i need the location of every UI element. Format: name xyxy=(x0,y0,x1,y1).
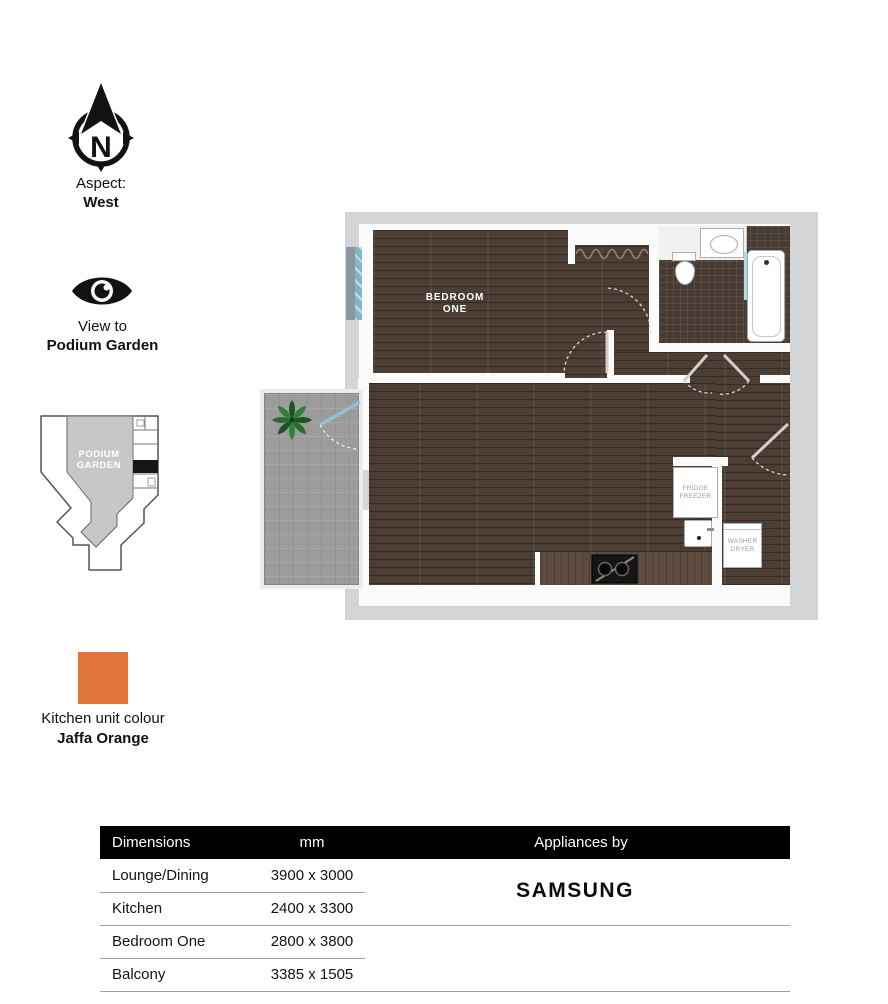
swatch-value: Jaffa Orange xyxy=(57,730,149,747)
plant-icon xyxy=(270,398,314,442)
washer-label: WASHER DRYER xyxy=(727,538,758,553)
garden-label-line1: PODIUM xyxy=(78,449,120,460)
swatch-label: Kitchen unit colour xyxy=(41,710,165,727)
table-row xyxy=(100,925,790,958)
wall xyxy=(568,224,575,264)
fridge-freezer xyxy=(673,467,718,518)
row-size: 3385 x 1505 xyxy=(270,966,354,983)
toilet-cistern xyxy=(672,252,696,261)
separator-line xyxy=(100,958,365,959)
aspect-label: Aspect: xyxy=(75,175,127,192)
wall xyxy=(373,373,565,383)
separator-line xyxy=(100,991,790,992)
samsung-logo: SAMSUNG xyxy=(516,879,634,902)
bathroom-sink xyxy=(700,228,744,258)
kitchen-counter xyxy=(540,552,712,585)
eye-highlight xyxy=(104,285,110,291)
row-name: Lounge/Dining xyxy=(112,867,209,884)
header-appliances-by: Appliances by xyxy=(534,834,628,851)
row-name: Balcony xyxy=(112,966,166,983)
aspect-value: West xyxy=(83,194,119,211)
toilet xyxy=(672,252,696,285)
unit-location-marker xyxy=(133,460,158,473)
table-header xyxy=(100,826,790,859)
bathtub xyxy=(747,250,785,342)
north-arrow xyxy=(81,83,121,134)
header-dimensions: Dimensions xyxy=(112,834,191,851)
view-to-value: Podium Garden xyxy=(46,337,159,354)
dimensions-table xyxy=(100,826,790,991)
view-to-label: View to xyxy=(78,318,127,335)
wall xyxy=(760,375,790,383)
bathtub-inner xyxy=(752,256,781,337)
bedroom-label: BEDROOM ONE xyxy=(425,292,485,315)
table-row xyxy=(100,958,790,991)
north-letter: N xyxy=(90,131,112,164)
site-map xyxy=(33,410,180,594)
shower-screen xyxy=(744,252,747,300)
wall xyxy=(732,343,790,352)
row-size: 2400 x 3300 xyxy=(270,900,354,917)
toilet-bowl xyxy=(675,261,695,285)
header-mm: mm xyxy=(299,834,325,851)
row-name: Kitchen xyxy=(112,900,163,917)
garden-label-line2: GARDEN xyxy=(76,460,122,471)
wall xyxy=(651,226,659,343)
fridge-label: FRIDGE FREEZER xyxy=(679,485,712,500)
sink-basin xyxy=(710,235,738,254)
row-size: 3900 x 3000 xyxy=(270,867,354,884)
shower-head xyxy=(764,260,769,265)
washer-dryer xyxy=(723,523,762,568)
sink-drain xyxy=(697,536,701,540)
eye-icon xyxy=(70,270,134,312)
compass-icon xyxy=(62,80,140,188)
kitchen-colour-swatch xyxy=(78,652,128,704)
sink-tap xyxy=(707,528,714,531)
separator-line xyxy=(100,892,365,893)
wall xyxy=(651,343,700,352)
wall xyxy=(673,457,728,466)
bedroom-window xyxy=(355,247,362,320)
kitchen-sink xyxy=(684,520,712,547)
wall xyxy=(610,375,690,383)
wall xyxy=(575,224,651,245)
separator-line xyxy=(100,925,790,926)
row-size: 2800 x 3800 xyxy=(270,933,354,950)
row-name: Bedroom One xyxy=(112,933,206,950)
floor-plan xyxy=(260,212,818,620)
washer-panel-line xyxy=(724,529,761,530)
